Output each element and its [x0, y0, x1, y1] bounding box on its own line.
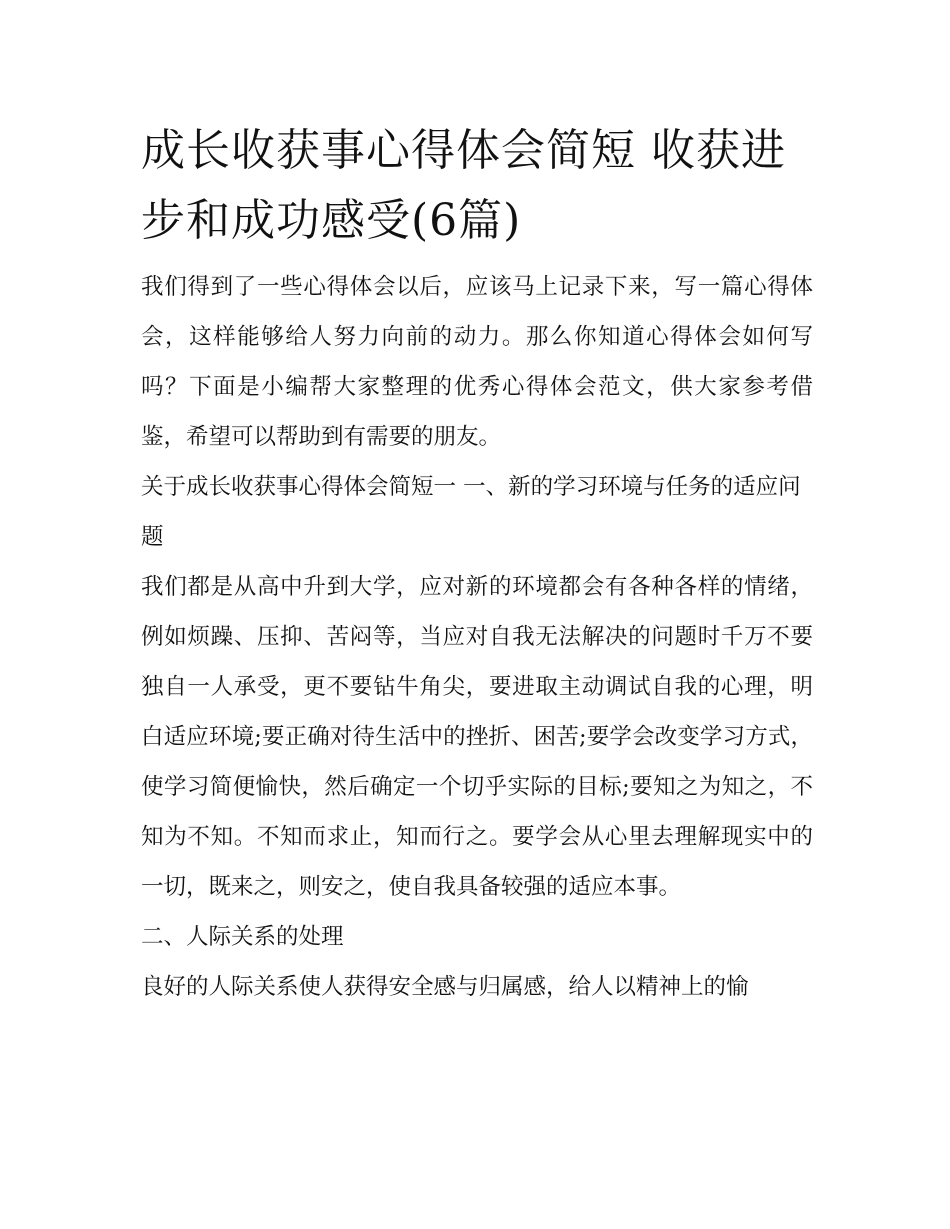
document-title: 成长收获事心得体会简短 收获进步和成功感受(6篇): [141, 125, 786, 246]
section-1-paragraph: 我们都是从高中升到大学，应对新的环境都会有各种各样的情绪，例如烦躁、压抑、苦闷等，当应对自我无法解决的问题时千万不要独自一人承受，更不要钻牛角尖，要进取主动调试自我的心理，明白适应环境;要正确对待生活中的挫折、困苦;要学会改变学习方式，使学习简便愉快，然后确定一个切乎实际的目标;要知之为知之，不知为不知。不知而求止，知而行之。要学会从心里去理解现实中的一切，既来之，则安之，使自我具备较强的适应本事。: [141, 574, 813, 900]
document-content: [141, 116, 813, 1012]
section-2-heading: 二、人际关系的处理: [141, 924, 344, 950]
section-2-paragraph: 良好的人际关系使人获得安全感与归属感，给人以精神上的愉: [141, 974, 749, 1000]
intro-paragraph: 我们得到了一些心得体会以后，应该马上记录下来，写一篇心得体会，这样能够给人努力向前的动力。那么你知道心得体会如何写吗？下面是小编帮大家整理的优秀心得体会范文，供大家参考借鉴，希望可以帮助到有需要的朋友。: [141, 274, 813, 450]
section-1-heading: 关于成长收获事心得体会简短一 一、新的学习环境与任务的适应问题: [141, 474, 801, 550]
